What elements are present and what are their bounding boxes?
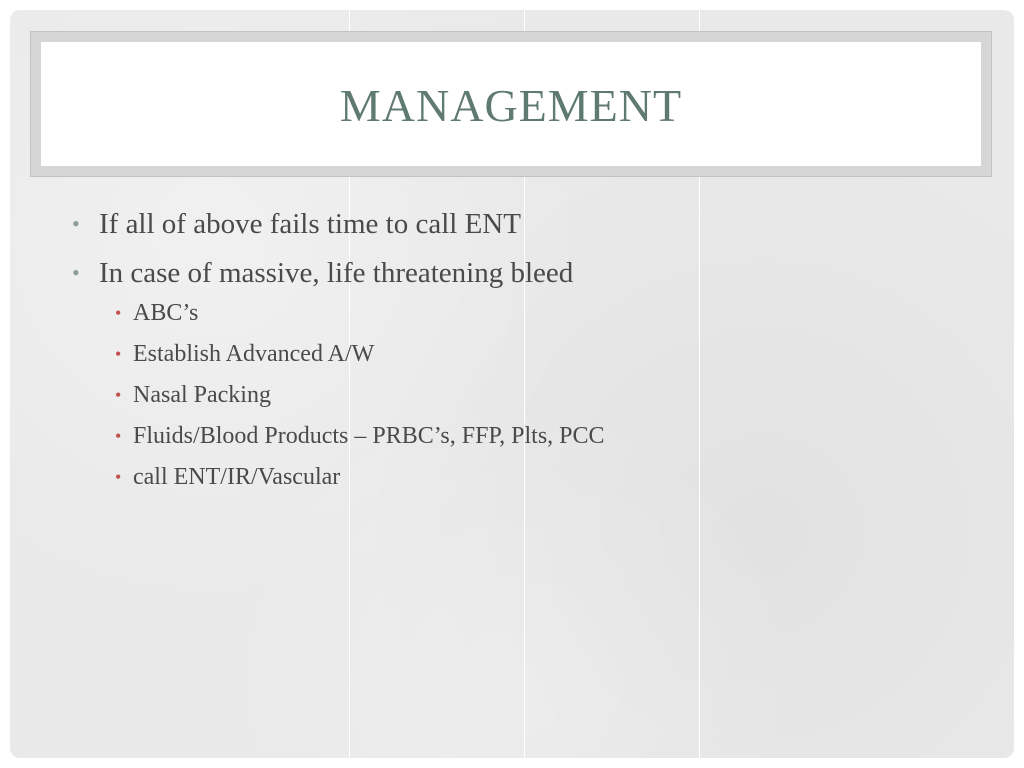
bullet-dot-icon: • xyxy=(115,303,122,323)
bullet-dot-icon: • xyxy=(72,260,80,285)
sub-bullet-text: Establish Advanced A/W xyxy=(133,341,375,367)
sub-bullet-text: ABC’s xyxy=(133,300,199,326)
bullet-item xyxy=(72,206,972,255)
bullet-dot-icon: • xyxy=(115,467,122,487)
bullet-dot-icon: • xyxy=(72,211,80,236)
slide-content xyxy=(72,206,972,503)
sub-bullet-item xyxy=(72,380,972,421)
bullet-text: If all of above fails time to call ENT xyxy=(99,208,521,240)
slide xyxy=(10,10,1014,758)
sub-bullet-text: Nasal Packing xyxy=(133,382,271,408)
sub-bullet-item xyxy=(72,298,972,339)
bullet-dot-icon: • xyxy=(115,385,122,405)
slide-title: MANAGEMENT xyxy=(339,79,683,131)
sub-bullet-text: Fluids/Blood Products – PRBC’s, FFP, Plts, PCC xyxy=(133,423,605,449)
title-box xyxy=(41,42,981,166)
sub-bullet-text: call ENT/IR/Vascular xyxy=(133,464,341,490)
bullet-dot-icon: • xyxy=(115,344,122,364)
sub-bullet-item xyxy=(72,462,972,503)
title-frame xyxy=(30,31,992,177)
bullet-item xyxy=(72,255,972,304)
sub-bullet-item xyxy=(72,421,972,462)
sub-bullet-list xyxy=(72,298,972,503)
bullet-text: In case of massive, life threatening bleed xyxy=(99,257,574,289)
bullet-dot-icon: • xyxy=(115,426,122,446)
sub-bullet-item xyxy=(72,339,972,380)
